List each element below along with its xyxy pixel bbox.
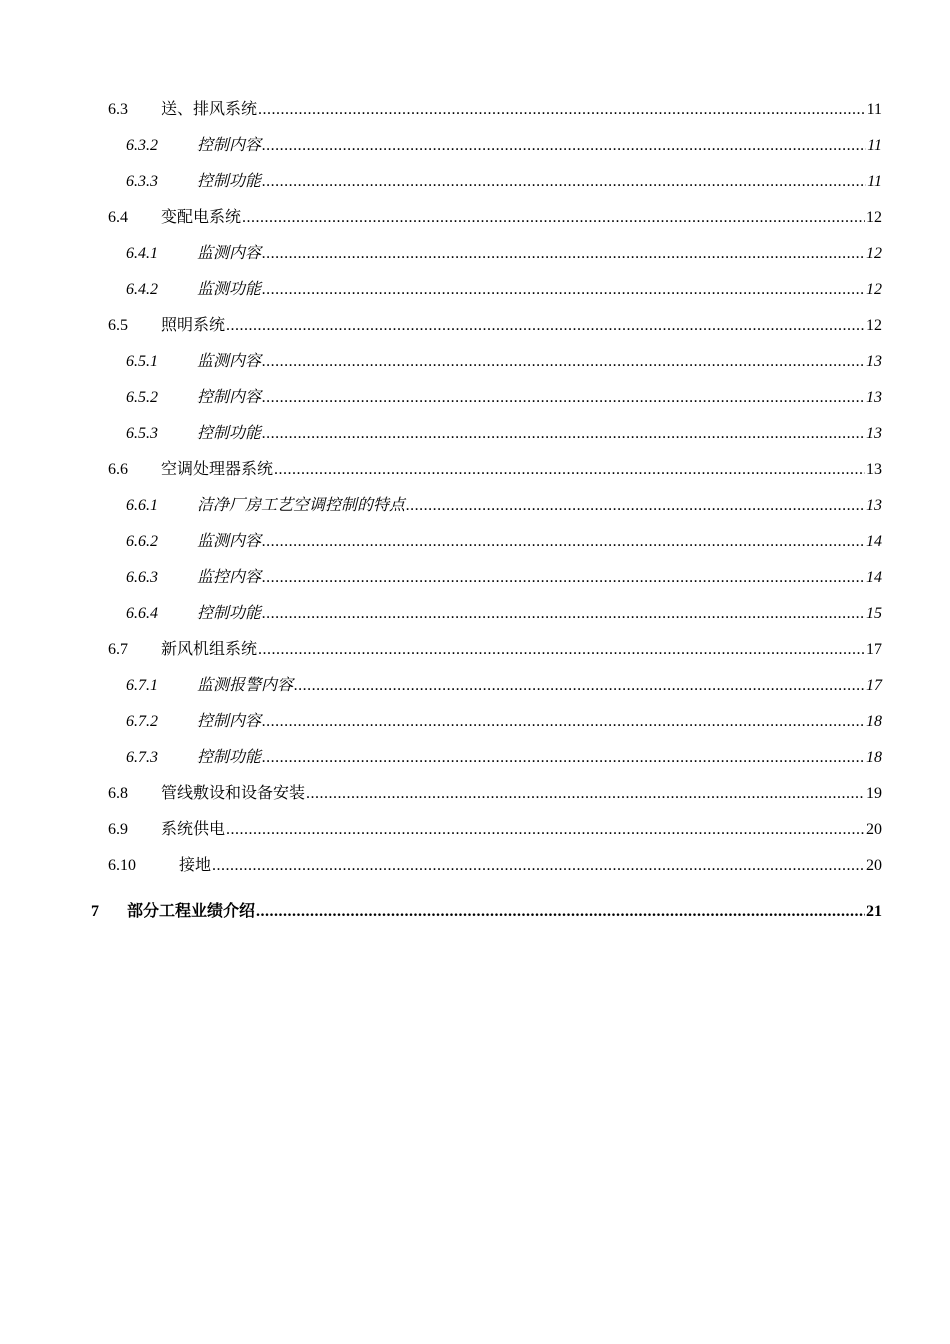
- toc-entry-number: 6.10: [108, 857, 136, 874]
- toc-entry-page: 11: [867, 173, 882, 190]
- dot-leader: [306, 782, 865, 806]
- toc-entry-page: 13: [866, 425, 882, 442]
- toc-entry-6-6-2[interactable]: [126, 530, 882, 554]
- toc-entry-title: 监测功能: [197, 281, 262, 298]
- toc-entry-title: 控制功能: [197, 173, 262, 190]
- toc-entry-title: 监测内容: [197, 353, 262, 370]
- toc-entry-number: 6.5.1: [126, 353, 158, 370]
- toc-entry-number: 6.5: [108, 317, 128, 334]
- toc-entry-page: 15: [866, 605, 882, 622]
- dot-leader: [256, 900, 865, 924]
- dot-leader: [226, 818, 865, 842]
- toc-entry-page: 12: [866, 209, 882, 226]
- toc-entry-number: 6.6.3: [126, 569, 158, 586]
- toc-entry-page: 11: [867, 137, 882, 154]
- toc-entry-page: 17: [866, 677, 882, 694]
- toc-entry-page: 13: [866, 461, 882, 478]
- dot-leader: [262, 170, 866, 194]
- toc-entry-title: 控制功能: [197, 605, 262, 622]
- toc-entry-number: 6.3.3: [126, 173, 158, 190]
- toc-entry-number: 6.3.2: [126, 137, 158, 154]
- toc-entry-title: 控制功能: [197, 425, 262, 442]
- toc-entry-6-7-1[interactable]: [126, 674, 882, 698]
- toc-entry-page: 11: [866, 101, 882, 118]
- toc-entry-6-4-1[interactable]: [126, 242, 882, 266]
- toc-entry-title: 控制内容: [197, 389, 262, 406]
- toc-entry-number: 6.7.1: [126, 677, 158, 694]
- dot-leader: [242, 206, 865, 230]
- toc-entry-page: 13: [866, 353, 882, 370]
- toc-entry-number: 6.8: [108, 785, 128, 802]
- dot-leader: [294, 674, 865, 698]
- toc-entry-title: 控制内容: [197, 137, 262, 154]
- toc-entry-title: 变配电系统: [161, 209, 242, 226]
- toc-entry-6-3[interactable]: [108, 98, 882, 122]
- toc-entry-title: 管线敷设和设备安装: [161, 785, 306, 802]
- dot-leader: [274, 458, 865, 482]
- toc-entry-title: 部分工程业绩介绍: [127, 903, 256, 920]
- toc-entry-title: 监测内容: [197, 533, 262, 550]
- toc-entry-page: 14: [866, 533, 882, 550]
- toc-entry-6-6[interactable]: [108, 458, 882, 482]
- toc-entry-title: 新风机组系统: [161, 641, 258, 658]
- toc-entry-title: 洁净厂房工艺空调控制的特点: [197, 497, 406, 514]
- toc-entry-6-3-2[interactable]: [126, 134, 882, 158]
- dot-leader: [258, 98, 866, 122]
- toc-entry-title: 空调处理器系统: [161, 461, 274, 478]
- toc-entry-6-8[interactable]: [108, 782, 882, 806]
- dot-leader: [262, 242, 865, 266]
- dot-leader: [262, 602, 865, 626]
- toc-entry-title: 控制功能: [197, 749, 262, 766]
- toc-entry-6-4-2[interactable]: [126, 278, 882, 302]
- toc-entry-title: 送、排风系统: [161, 101, 258, 118]
- toc-entry-6-6-3[interactable]: [126, 566, 882, 590]
- dot-leader: [262, 278, 865, 302]
- toc-entry-number: 6.4.2: [126, 281, 158, 298]
- dot-leader: [262, 566, 865, 590]
- dot-leader: [262, 530, 865, 554]
- toc-entry-page: 20: [866, 821, 882, 838]
- toc-entry-title: 监测报警内容: [197, 677, 294, 694]
- toc-entry-6-7[interactable]: [108, 638, 882, 662]
- toc-entry-6-5-2[interactable]: [126, 386, 882, 410]
- dot-leader: [262, 350, 865, 374]
- toc-entry-number: 6.4: [108, 209, 128, 226]
- dot-leader: [258, 638, 865, 662]
- toc-entry-number: 6.6: [108, 461, 128, 478]
- toc-entry-number: 6.7: [108, 641, 128, 658]
- toc-entry-page: 12: [866, 281, 882, 298]
- toc-entry-number: 6.4.1: [126, 245, 158, 262]
- toc-entry-title: 监测内容: [197, 245, 262, 262]
- toc-entry-number: 7: [91, 903, 99, 920]
- toc-entry-number: 6.3: [108, 101, 128, 118]
- toc-entry-page: 21: [866, 903, 882, 920]
- toc-entry-page: 19: [866, 785, 882, 802]
- toc-entry-page: 14: [866, 569, 882, 586]
- toc-entry-6-6-1[interactable]: [126, 494, 882, 518]
- dot-leader: [262, 134, 866, 158]
- dot-leader: [262, 746, 865, 770]
- toc-entry-page: 18: [866, 749, 882, 766]
- toc-entry-6-5[interactable]: [108, 314, 882, 338]
- dot-leader: [262, 422, 865, 446]
- dot-leader: [226, 314, 865, 338]
- toc-entry-6-5-3[interactable]: [126, 422, 882, 446]
- toc-entry-number: 6.6.4: [126, 605, 158, 622]
- toc-entry-title: 控制内容: [197, 713, 262, 730]
- toc-entry-title: 监控内容: [197, 569, 262, 586]
- toc-entry-page: 12: [866, 245, 882, 262]
- toc-entry-number: 6.7.2: [126, 713, 158, 730]
- toc-entry-6-4[interactable]: [108, 206, 882, 230]
- toc-entry-6-6-4[interactable]: [126, 602, 882, 626]
- toc-entry-6-7-3[interactable]: [126, 746, 882, 770]
- toc-entry-6-7-2[interactable]: [126, 710, 882, 734]
- dot-leader: [262, 710, 865, 734]
- toc-entry-title: 系统供电: [161, 821, 226, 838]
- toc-entry-page: 18: [866, 713, 882, 730]
- toc-entry-6-10[interactable]: [108, 854, 882, 878]
- toc-entry-page: 12: [866, 317, 882, 334]
- toc-entry-page: 17: [866, 641, 882, 658]
- toc-entry-7[interactable]: [91, 900, 882, 924]
- toc-entry-page: 13: [866, 497, 882, 514]
- toc-entry-number: 6.6.1: [126, 497, 158, 514]
- toc-entry-title: 接地: [179, 857, 212, 874]
- toc-entry-number: 6.6.2: [126, 533, 158, 550]
- toc-entry-6-9[interactable]: [108, 818, 882, 842]
- dot-leader: [262, 386, 865, 410]
- toc-entry-6-5-1[interactable]: [126, 350, 882, 374]
- toc-entry-6-3-3[interactable]: [126, 170, 882, 194]
- dot-leader: [406, 494, 865, 518]
- toc-entry-number: 6.7.3: [126, 749, 158, 766]
- dot-leader: [212, 854, 865, 878]
- toc-entry-page: 20: [866, 857, 882, 874]
- toc-entry-number: 6.9: [108, 821, 128, 838]
- toc-entry-page: 13: [866, 389, 882, 406]
- toc-entry-number: 6.5.3: [126, 425, 158, 442]
- toc-entry-number: 6.5.2: [126, 389, 158, 406]
- toc-entry-title: 照明系统: [161, 317, 226, 334]
